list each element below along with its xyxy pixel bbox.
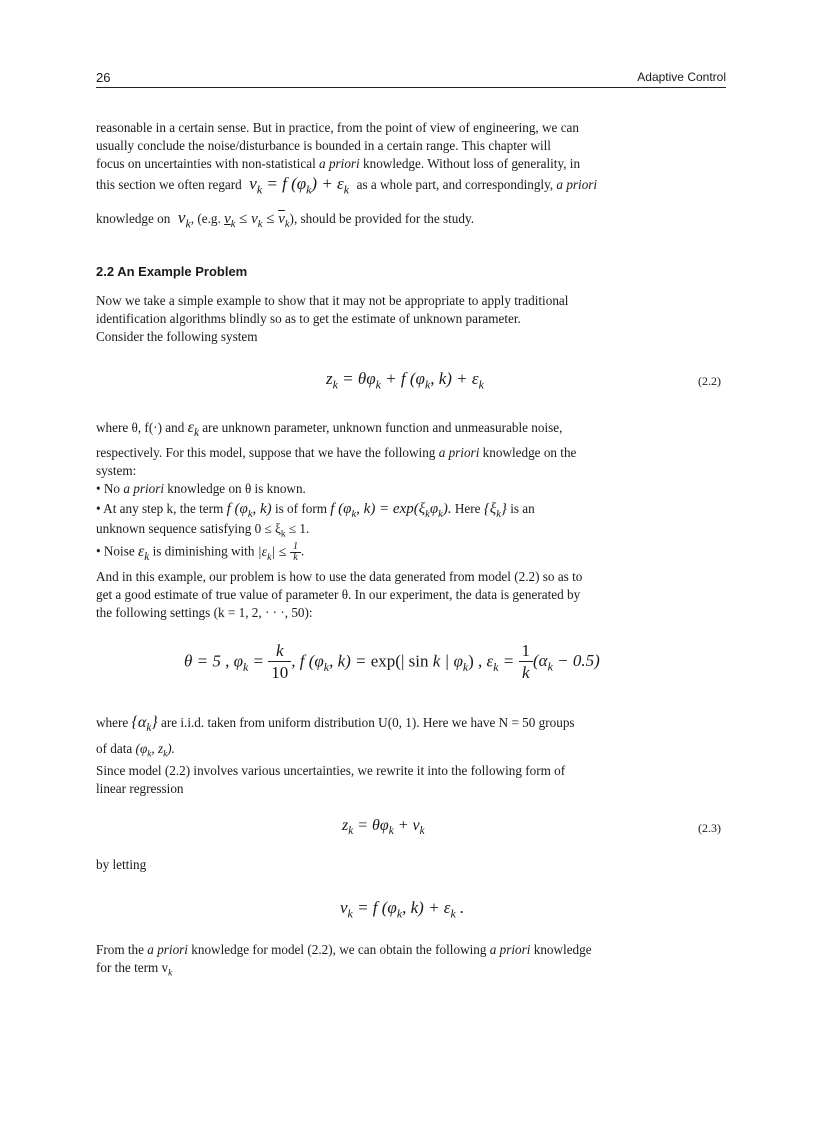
where-line-5: of data ($\varphi_k$, $z_k$). xyxy=(96,741,175,759)
paragraph-2-line-2: get a good estimate of true value of parameter θ. In our experiment, the data is generated by xyxy=(96,587,581,602)
paragraph-3-line-2: linear regression xyxy=(96,781,184,796)
bullet-1: • No a priori knowledge on θ is known. xyxy=(96,481,306,496)
where-line-1: where θ, f(·) and $\varepsilon_k$ are unknown parameter, unknown function and unmeasurable noise, xyxy=(96,419,563,440)
paragraph-4-line-1: From the a priori knowledge for model (2.2), we can obtain the following a priori knowledge xyxy=(96,942,592,957)
vk-equation: $v_k = f$ ($\varphi_k$, $k) + \varepsilon_k$ . xyxy=(340,898,465,921)
bullet-2-line-2: unknown sequence satisfying $0 \le \xi_k \le 1$. xyxy=(96,521,310,539)
running-title: Adaptive Control xyxy=(637,70,726,84)
section-title: 2.2 An Example Problem xyxy=(96,264,248,279)
bullet-3: • Noise $\varepsilon_k$ is diminishing with $|\varepsilon_k|$ ≤ $\frac{1}{k}$ . xyxy=(96,541,305,563)
example-line-1: Now we take a simple example to show that it may not be appropriate to apply traditional xyxy=(96,293,569,308)
example-line-3: Consider the following system xyxy=(96,329,258,344)
where-line-4: where $\{\alpha_k\}$ are i.i.d. taken from uniform distribution U(0, 1). Here we have N = 50 groups xyxy=(96,714,575,735)
where-line-3: system: xyxy=(96,463,137,478)
paragraph-2-line-3: the following settings (k = 1, 2, · · ·, 50): xyxy=(96,605,313,620)
intro-line-3: focus on uncertainties with non-statistical a priori knowledge. Without loss of generality, in xyxy=(96,156,581,171)
intro-line-4: this section we often regard $v_k = f$ $(\varphi_k) + \varepsilon_k$ as a whole part, and correspondingly, a priori xyxy=(96,174,598,197)
intro-line-5: knowledge on $v_k$, (e.g. $v_k \le v_k \le \overline{v}_k$), should be provided for the study. xyxy=(96,208,475,231)
example-line-2: identification algorithms blindly so as to get the estimate of unknown parameter. xyxy=(96,311,521,326)
by-letting-line: by letting xyxy=(96,857,147,872)
where-line-2: respectively. For this model, suppose that we have the following a priori knowledge on the xyxy=(96,445,577,460)
equation-2-3-label: (2.3) xyxy=(698,821,721,835)
header-rule xyxy=(96,87,726,88)
bullet-2: • At any step k, the term f ($\varphi_k$, k) is of form f ($\varphi_k$, $k) = \exp(\xi_k\varphi_k)$. Here $\{\xi_k\}$ is an xyxy=(96,501,535,520)
intro-line-2: usually conclude the noise/disturbance is bounded in a certain range. This chapter will xyxy=(96,138,551,153)
equation-2-2: $z_k = \theta\varphi_k + f$ ($\varphi_k$, $k) + \varepsilon_k$ xyxy=(326,369,484,392)
page-number: 26 xyxy=(96,70,111,85)
paragraph-4-line-2: for the term $v_k$ xyxy=(96,960,173,978)
paragraph-2-line-1: And in this example, our problem is how to use the data generated from model (2.2) so as to xyxy=(96,569,583,584)
paragraph-3-line-1: Since model (2.2) involves various uncertainties, we rewrite it into the following form of xyxy=(96,763,566,778)
equation-2-2-label: (2.2) xyxy=(698,374,721,388)
equation-2-3: $z_k = \theta\varphi_k + v_k$ xyxy=(342,817,425,838)
settings-equation: θ = 5 , $\varphi_k$ = $\frac{k}{10}$ , f ($\varphi_k$, k) = exp(| sin k | $\varphi_k$) , $\varepsilon_k$ = $\frac{1}{k}$ $(\alpha_k - 0.5)$ xyxy=(184,641,600,682)
intro-line-1: reasonable in a certain sense. But in practice, from the point of view of engineering, we can xyxy=(96,120,579,135)
